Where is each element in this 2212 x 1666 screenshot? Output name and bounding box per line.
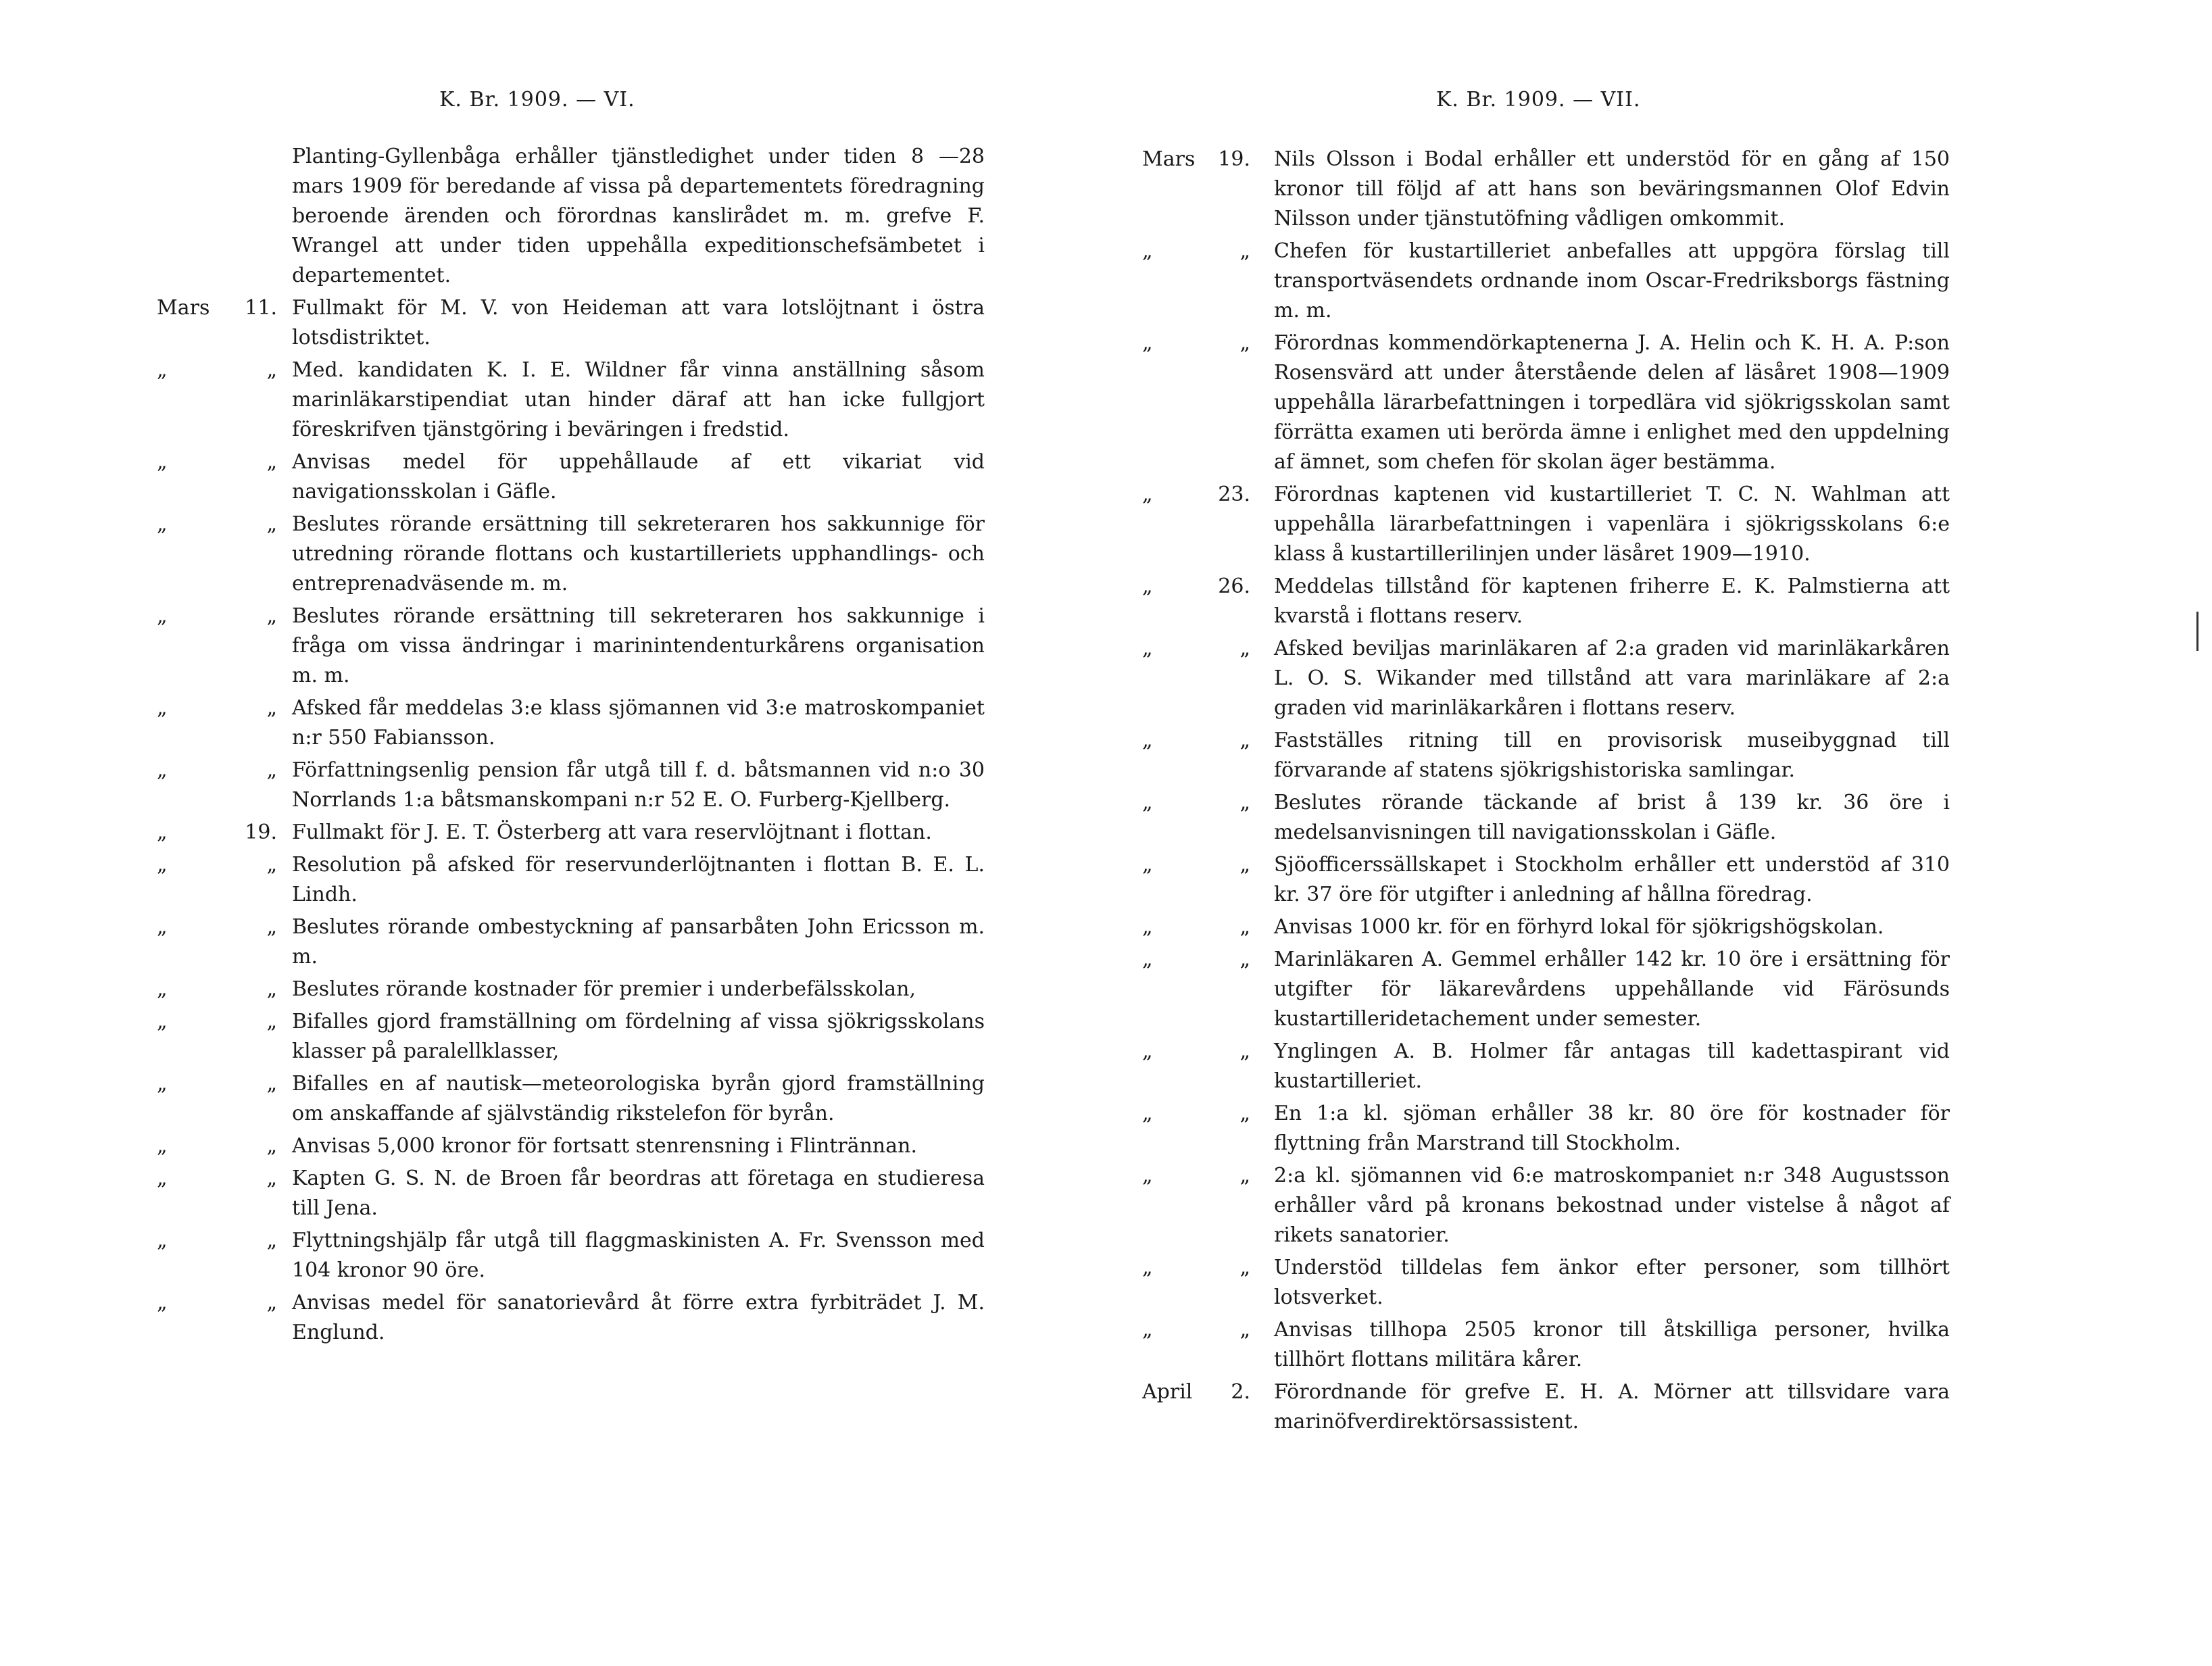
entry-text: Fastställes ritning till en provisorisk museibyggnad till förvarande af statens sjökrigshistoriska samlingar. (1274, 729, 1950, 782)
entry-text: Flyttningshjälp får utgå till flaggmaskinisten A. Fr. Svensson med 104 kronor 90 öre. (292, 1229, 985, 1282)
entry-day: 26. (1218, 574, 1250, 598)
entry-month: „ (157, 820, 168, 844)
entry-text: Fullmakt för M. V. von Heideman att vara lotslöjtnant i östra lotsdistriktet. (292, 296, 985, 349)
entry (0, 1007, 1098, 1067)
entry (0, 1226, 1098, 1285)
entry-month: „ (157, 1291, 168, 1315)
entry-text: Med. kandidaten K. I. E. Wildner får vinna anställning såsom marinläkarstipendiat utan hinder däraf att han icke fullgjort föreskrifven tjänstgöring i beväringen i fredstid. (292, 358, 985, 441)
entry-day: „ (1239, 853, 1250, 877)
entry (1105, 945, 2203, 1034)
entry-month: „ (157, 1010, 168, 1033)
entry (0, 1288, 1098, 1348)
entry-text: Anvisas 1000 kr. för en förhyrd lokal för sjökrigshögskolan. (1274, 915, 1884, 939)
entry-month: „ (157, 1229, 168, 1252)
entry-day: „ (266, 915, 277, 939)
entry-day: „ (266, 604, 277, 628)
entry-day: „ (1239, 729, 1250, 752)
entry (1105, 850, 2203, 910)
entry (1105, 1253, 2203, 1313)
entry (0, 975, 1098, 1004)
entry-day: 23. (1218, 483, 1250, 506)
entry-month: „ (157, 604, 168, 628)
entry (1105, 1161, 2203, 1250)
entry-day: „ (266, 358, 277, 382)
page-edge-mark (2196, 612, 2198, 651)
entry-month: Mars (157, 296, 210, 320)
entry (1105, 634, 2203, 723)
entry (0, 818, 1098, 848)
entry-text: Anvisas tillhopa 2505 kronor till åtskilliga personer, hvilka tillhört flottans militära kårer. (1274, 1318, 1950, 1371)
entry-text: Meddelas tillstånd för kaptenen friherre E. K. Palmstierna att kvarstå i flottans reserv. (1274, 574, 1950, 628)
entry-text: Ynglingen A. B. Holmer får antagas till kadettaspirant vid kustartilleriet. (1274, 1039, 1950, 1093)
entry-month: „ (1142, 331, 1153, 355)
entry (1105, 788, 2203, 848)
entry-day: 19. (245, 820, 277, 844)
entry (1105, 572, 2203, 631)
entry-text: Resolution på afsked för reservunderlöjtnanten i flottan B. E. L. Lindh. (292, 853, 985, 906)
entry-text: Planting-Gyllenbåga erhåller tjänstledighet under tiden 8 —28 mars 1909 för beredande af vissa på departementets föredragning beroende ärenden och förordnas kanslirådet m. m. grefve F. Wrangel att under tiden uppehålla expeditionschefsämbetet i departementet. (292, 145, 985, 287)
entry-text: Bifalles en af nautisk—meteorologiska byrån gjord framställning om anskaffande af självständig rikstelefon för byrån. (292, 1072, 985, 1125)
entry (0, 510, 1098, 599)
entry (1105, 726, 2203, 785)
entry (0, 356, 1098, 445)
entry-day: 2. (1231, 1380, 1250, 1404)
entry-day: „ (266, 1291, 277, 1315)
entry-text: Sjöofficerssällskapet i Stockholm erhåller ett understöd af 310 kr. 37 öre för utgifter i anledning af hållna föredrag. (1274, 853, 1950, 906)
entry-month: „ (1142, 1039, 1153, 1063)
entry-month: „ (1142, 1318, 1153, 1342)
entry-day: „ (1239, 1256, 1250, 1279)
entry-text: Författningsenlig pension får utgå till f. d. båtsmannen vid n:o 30 Norrlands 1:a båtsmanskompani n:r 52 E. O. Furberg-Kjellberg. (292, 758, 985, 812)
entry-month: „ (1142, 1102, 1153, 1125)
entry-day: „ (266, 1134, 277, 1158)
entry-day: „ (1239, 1318, 1250, 1342)
entry-month: April (1142, 1380, 1193, 1404)
entry-month: „ (157, 1072, 168, 1096)
entry-month: „ (1142, 483, 1153, 506)
entry (1105, 328, 2203, 477)
entry-day: „ (1239, 239, 1250, 263)
entry (0, 1131, 1098, 1161)
entry-text: Beslutes rörande täckande af brist å 139 kr. 36 öre i medelsanvisningen till navigationsskolan i Gäfle. (1274, 791, 1950, 844)
entry-list (1105, 145, 2203, 1440)
entry-text: Beslutes rörande ersättning till sekreteraren hos sakkunnige för utredning rörande flottans och kustartilleriets upphandlings- och entreprenadväsende m. m. (292, 512, 985, 595)
entry-text: Kapten G. S. N. de Broen får beordras att företaga en studieresa till Jena. (292, 1167, 985, 1220)
entry-day: „ (1239, 1102, 1250, 1125)
entry (0, 293, 1098, 353)
entry-day: „ (266, 450, 277, 474)
entry (1105, 912, 2203, 942)
entry-day: „ (266, 696, 277, 720)
entry-day: „ (1239, 637, 1250, 660)
entry-day: „ (266, 512, 277, 536)
entry (1105, 1377, 2203, 1437)
entry-day: „ (1239, 915, 1250, 939)
entry (0, 693, 1098, 753)
entry-day: „ (1239, 948, 1250, 971)
entry-month: „ (1142, 729, 1153, 752)
entry-month: „ (1142, 1164, 1153, 1187)
entry-day: „ (266, 1229, 277, 1252)
entry-text: Understöd tilldelas fem änkor efter personer, som tillhört lotsverket. (1274, 1256, 1950, 1309)
entry-day: „ (266, 1072, 277, 1096)
entry-text: Nils Olsson i Bodal erhåller ett understöd för en gång af 150 kronor till följd af att hans son beväringsmannen Olof Edvin Nilsson under tjänstutöfning vådligen omkommit. (1274, 147, 1950, 230)
entry (1105, 145, 2203, 234)
entry (0, 1164, 1098, 1223)
entry-month: „ (1142, 915, 1153, 939)
entry (0, 912, 1098, 972)
entry-text: Chefen för kustartilleriet anbefalles att uppgöra förslag till transportväsendets ordnande inom Oscar-Fredriksborgs fästning m. m. (1274, 239, 1950, 322)
entry-text: Fullmakt för J. E. T. Österberg att vara reservlöjtnant i flottan. (292, 820, 932, 844)
entry-month: „ (157, 696, 168, 720)
entry-day: „ (266, 758, 277, 782)
entry (0, 142, 1098, 291)
entry-day: „ (266, 1167, 277, 1190)
entry-month: „ (157, 853, 168, 877)
entry-text: Afsked får meddelas 3:e klass sjömannen vid 3:e matroskompaniet n:r 550 Fabiansson. (292, 696, 985, 750)
entry (0, 850, 1098, 910)
running-head: K. Br. 1909. — VI. (439, 88, 635, 112)
entry-month: „ (1142, 853, 1153, 877)
entry-month: „ (157, 915, 168, 939)
entry-month: „ (1142, 791, 1153, 814)
entry-day: „ (266, 1010, 277, 1033)
entry (1105, 1099, 2203, 1158)
entry-month: „ (157, 512, 168, 536)
entry-month: „ (157, 758, 168, 782)
entry-text: Anvisas medel för sanatorievård åt förre extra fyrbiträdet J. M. Englund. (292, 1291, 985, 1344)
entry (1105, 480, 2203, 569)
entry-text: Beslutes rörande ersättning till sekreteraren hos sakkunnige i fråga om vissa ändringar i marinintendenturkårens organisation m. m. (292, 604, 985, 687)
entry-month: „ (1142, 239, 1153, 263)
entry-text: Afsked beviljas marinläkaren af 2:a graden vid marinläkarkåren L. O. S. Wikander med tillstånd att vara marinläkare af 2:a graden vid marinläkarkåren i flottans reserv. (1274, 637, 1950, 720)
entry-day: „ (1239, 791, 1250, 814)
entry (1105, 1037, 2203, 1096)
entry (0, 602, 1098, 691)
entry-text: Förordnande för grefve E. H. A. Mörner att tillsvidare vara marinöfverdirektörsassistent. (1274, 1380, 1950, 1434)
entry (1105, 237, 2203, 326)
entry (0, 1069, 1098, 1129)
entry-text: Anvisas medel för uppehållaude af ett vikariat vid navigationsskolan i Gäfle. (292, 450, 985, 504)
entry-day: „ (266, 853, 277, 877)
entry-text: Förordnas kommendörkaptenerna J. A. Helin och K. H. A. P:son Rosensvärd att under återstående delen af läsåret 1908—1909 uppehålla lärarbefattningen i torpedlära vid sjökrigsskolan samt förrätta examen uti berörda ämne i enlighet med den uppdelning af ämnet, som chefen för skolan äger bestämma. (1274, 331, 1950, 474)
entry-text: Förordnas kaptenen vid kustartilleriet T. C. N. Wahlman att uppehålla lärarbefattningen i vapenlära i sjökrigsskolans 6:e klass å kustartillerilinjen under läsåret 1909—1910. (1274, 483, 1950, 566)
entry-day: 19. (1218, 147, 1250, 171)
entry-list (0, 142, 1098, 1350)
entry-month: „ (1142, 1256, 1153, 1279)
entry-text: 2:a kl. sjömannen vid 6:e matroskompaniet n:r 348 Augustsson erhåller vård på kronans bekostnad under vistelse å något af rikets sanatorier. (1274, 1164, 1950, 1247)
entry-month: „ (157, 450, 168, 474)
entry-day: „ (1239, 1164, 1250, 1187)
entry-text: Beslutes rörande ombestyckning af pansarbåten John Ericsson m. m. (292, 915, 985, 969)
entry-day: 11. (245, 296, 277, 320)
entry (0, 447, 1098, 507)
entry-day: „ (1239, 331, 1250, 355)
entry-text: Marinläkaren A. Gemmel erhåller 142 kr. 10 öre i ersättning för utgifter för läkarevårdens uppehållande vid Färösunds kustartilleridetachement under semester. (1274, 948, 1950, 1031)
entry (1105, 1315, 2203, 1375)
entry-month: „ (1142, 574, 1153, 598)
entry-month: Mars (1142, 147, 1196, 171)
entry-text: En 1:a kl. sjöman erhåller 38 kr. 80 öre för kostnader för flyttning från Marstrand till Stockholm. (1274, 1102, 1950, 1155)
entry-month: „ (157, 977, 168, 1001)
entry-month: „ (1142, 948, 1153, 971)
entry-month: „ (157, 1167, 168, 1190)
entry-text: Beslutes rörande kostnader för premier i underbefälsskolan, (292, 977, 916, 1001)
entry-text: Anvisas 5,000 kronor för fortsatt stenrensning i Flintrännan. (292, 1134, 917, 1158)
left-page (0, 0, 1098, 1666)
entry (0, 756, 1098, 815)
entry-month: „ (157, 358, 168, 382)
entry-month: „ (1142, 637, 1153, 660)
entry-text: Bifalles gjord framställning om fördelning af vissa sjökrigsskolans klasser på paralellklasser, (292, 1010, 985, 1063)
running-head: K. Br. 1909. — VII. (1436, 88, 1641, 112)
entry-day: „ (1239, 1039, 1250, 1063)
entry-day: „ (266, 977, 277, 1001)
entry-month: „ (157, 1134, 168, 1158)
right-page (1105, 0, 2212, 1666)
